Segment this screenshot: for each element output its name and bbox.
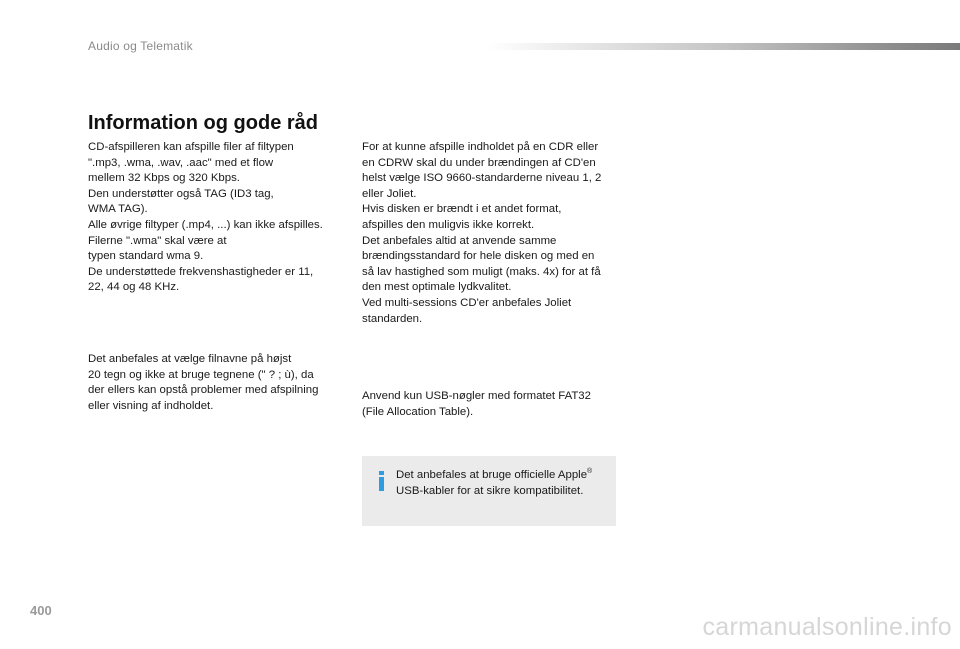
text-line: en CDRW skal du under brændingen af CD'en — [362, 156, 596, 169]
text-line: Alle øvrige filtyper (.mp4, ...) kan ikke afspilles. — [88, 218, 323, 231]
text-line: WMA TAG). — [88, 203, 148, 216]
section-title: Audio og Telematik — [88, 39, 193, 53]
text-line: helst vælge ISO 9660-standarderne niveau 1, 2 — [362, 172, 602, 185]
text-line: standarden. — [362, 312, 423, 325]
text-line: For at kunne afspille indholdet på en CDR eller — [362, 141, 599, 153]
registered-mark: ® — [587, 468, 593, 475]
text-line: typen standard wma 9. — [88, 250, 204, 263]
text-line: (File Allocation Table). — [362, 405, 474, 418]
info-box-text — [396, 468, 611, 499]
info-icon — [376, 471, 387, 493]
text-line: brændingsstandard for hele disken og med en — [362, 250, 595, 263]
text-line: så lav hastighed som muligt (maks. 4x) for at få — [362, 265, 601, 278]
text-line: Filerne ".wma" skal være at — [88, 234, 227, 247]
right-paragraph-cd-burning — [362, 140, 627, 327]
text-line: Den understøtter også TAG (ID3 tag, — [88, 187, 274, 200]
text-line: CD-afspilleren kan afspille filer af filtypen — [88, 141, 294, 153]
text-line: eller Joliet. — [362, 187, 417, 200]
text-line: ".mp3, .wma, .wav, .aac" med et flow — [88, 156, 274, 169]
header-decorative-bar — [488, 43, 960, 50]
text-line: der ellers kan opstå problemer med afspilning — [88, 384, 319, 397]
left-paragraph-filenames — [88, 352, 353, 414]
info-line-1: Det anbefales at bruge officielle Apple® — [396, 468, 593, 481]
text-line: den mest optimale lydkvalitet. — [362, 281, 512, 294]
page-number: 400 — [30, 603, 52, 618]
watermark: carmanualsonline.info — [702, 613, 952, 641]
text-line: Ved multi-sessions CD'er anbefales Joliet — [362, 296, 572, 309]
info-box — [362, 456, 616, 526]
text-line: afspilles den muligvis ikke korrekt. — [362, 218, 535, 231]
text-line: Det anbefales at vælge filnavne på højst — [88, 353, 292, 365]
right-paragraph-usb-format — [362, 389, 627, 420]
text-line: mellem 32 Kbps og 320 Kbps. — [88, 172, 240, 185]
text-line: Hvis disken er brændt i et andet format, — [362, 203, 562, 216]
left-paragraph-file-formats — [88, 140, 353, 296]
text-line: Anvend kun USB-nøgler med formatet FAT32 — [362, 390, 591, 402]
text-line: Det anbefales altid at anvende samme — [362, 234, 557, 247]
text-line: 22, 44 og 48 KHz. — [88, 281, 180, 294]
text-line: 20 tegn og ikke at bruge tegnene (" ? ; ù), da — [88, 368, 314, 381]
text-line: De understøttede frekvenshastigheder er 11, — [88, 265, 314, 278]
info-line-2: USB-kabler for at sikre kompatibilitet. — [396, 484, 584, 497]
page-title: Information og gode råd — [88, 112, 318, 134]
text-line: eller visning af indholdet. — [88, 399, 214, 412]
